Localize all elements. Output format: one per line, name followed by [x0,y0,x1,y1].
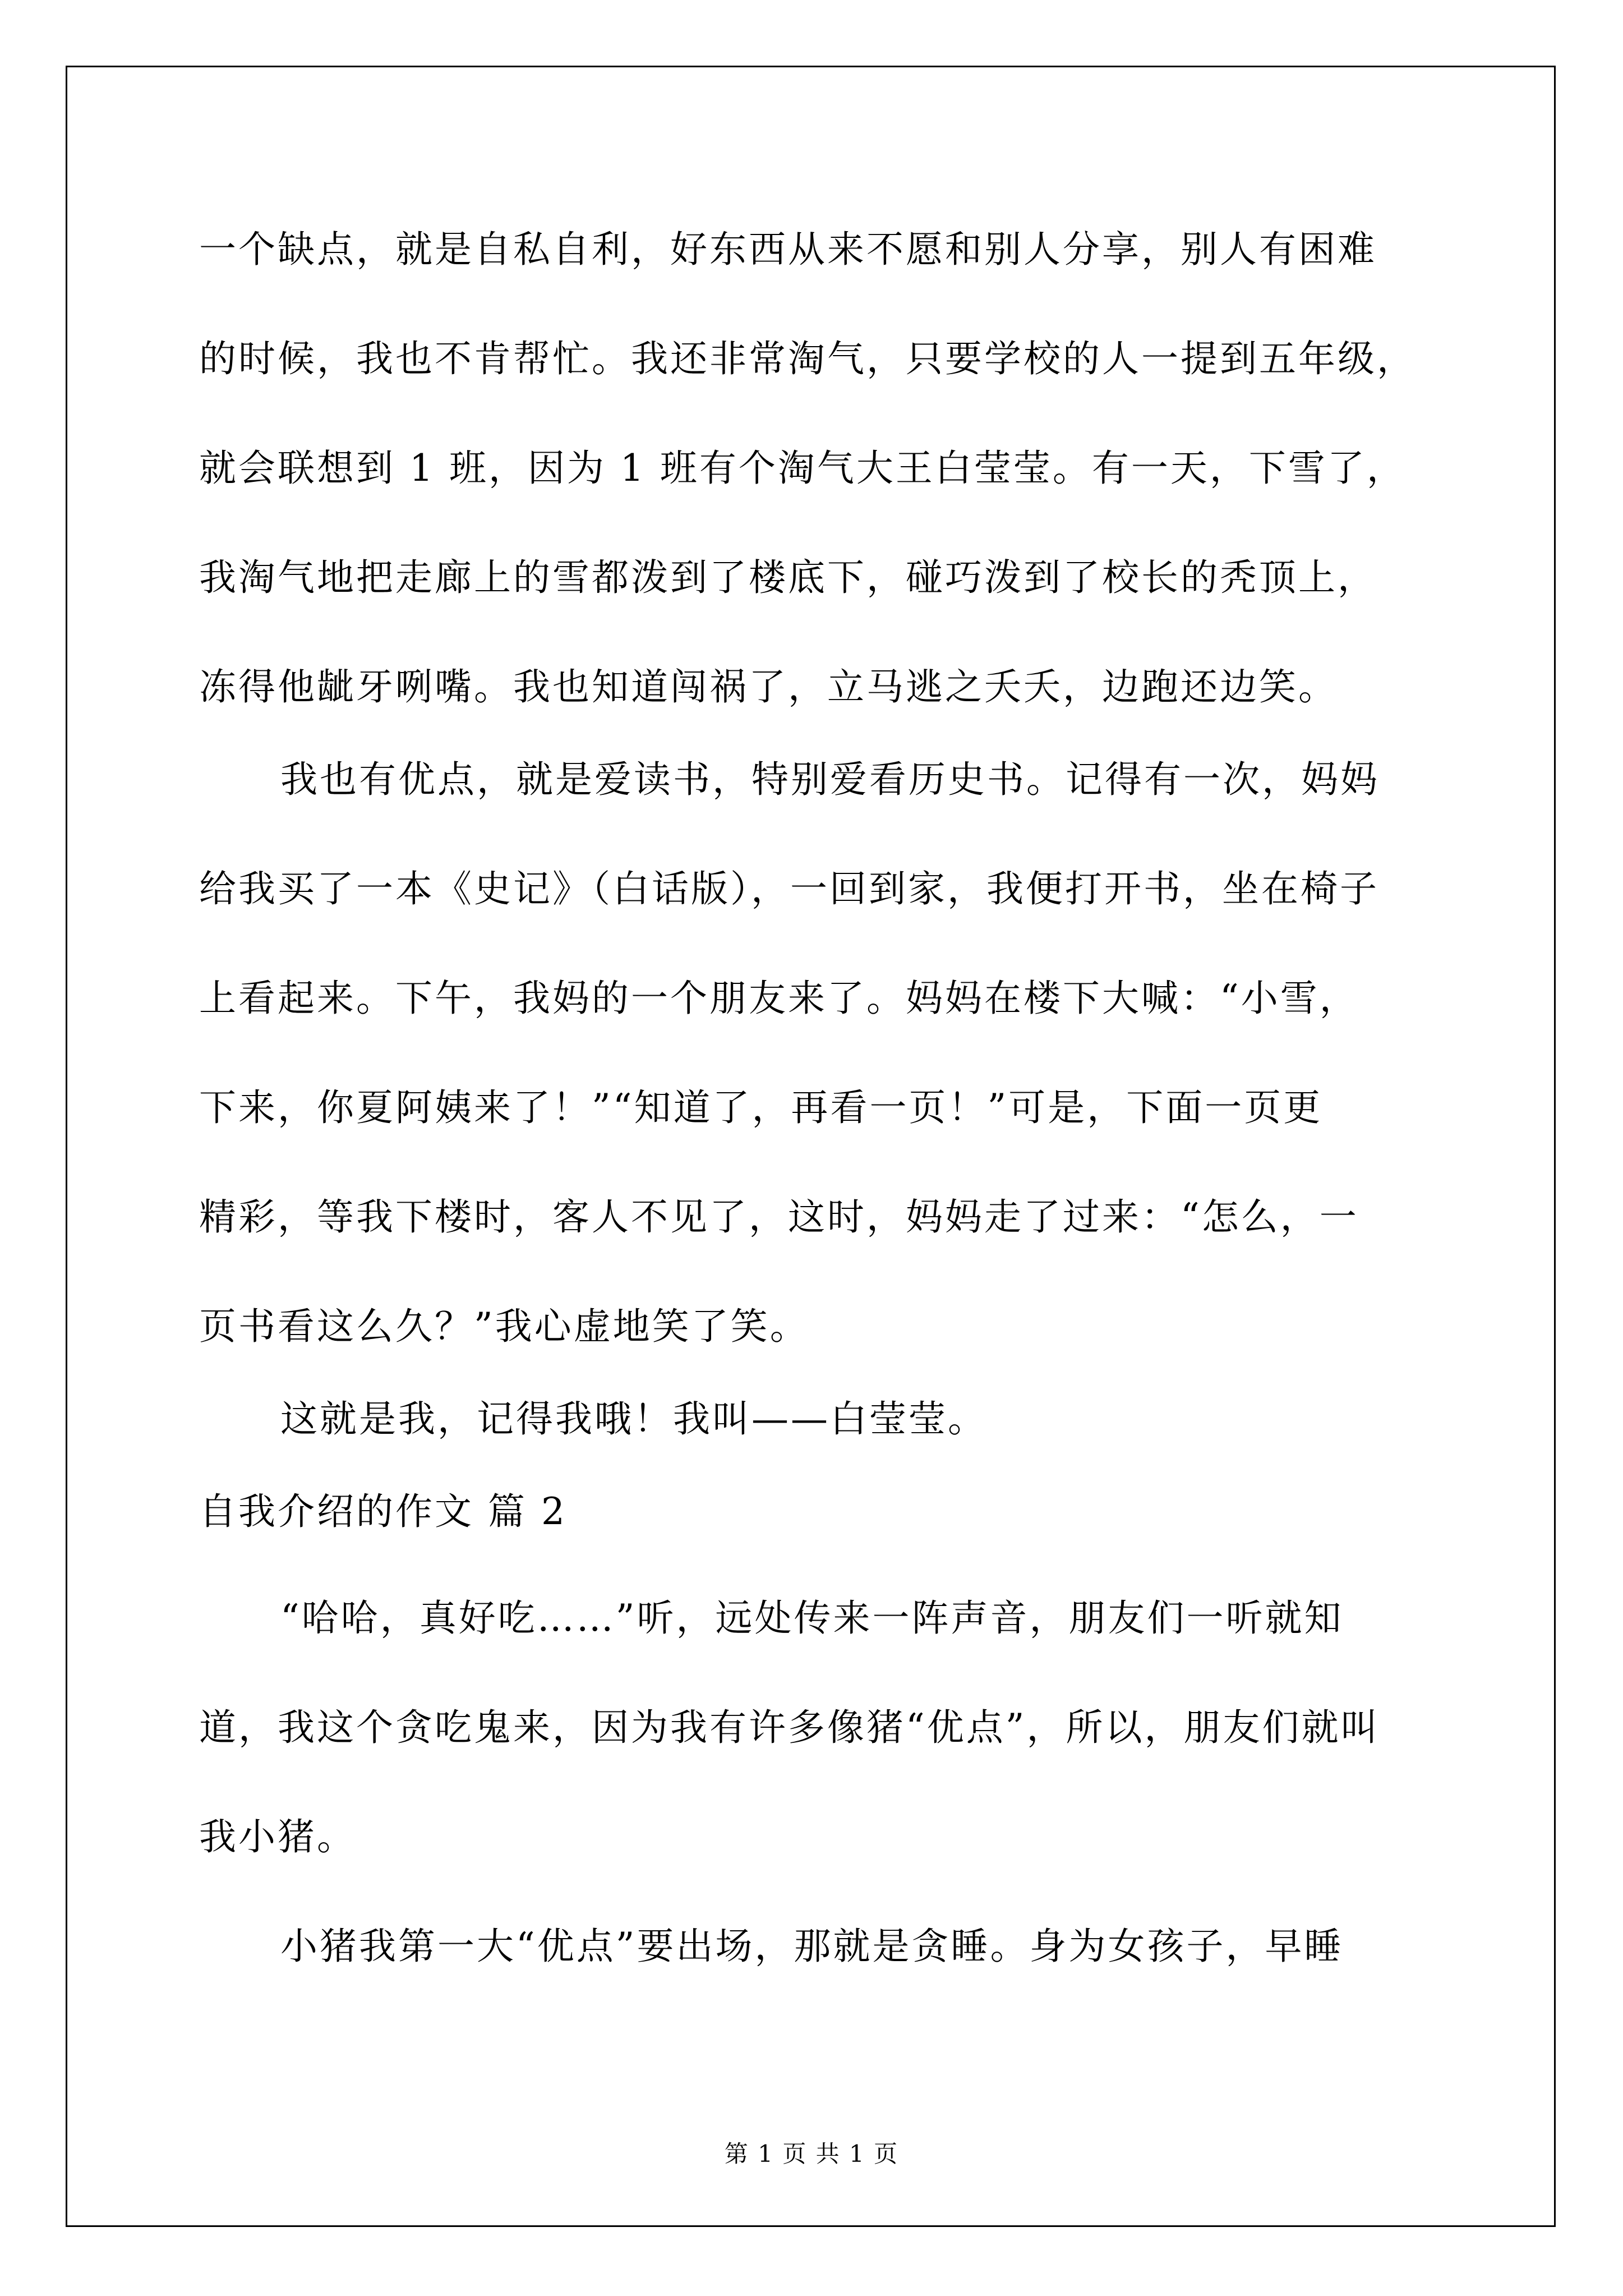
text-line: 下来，你夏阿姨来了！”“知道了，再看一页！”可是，下面一页更 [199,1086,1323,1129]
text-line: 给我买了一本《史记》（白话版），一回到家，我便打开书，坐在椅子 [199,867,1379,910]
paragraph-start-line: 我也有优点，就是爱读书，特别爱看历史书。记得有一次，妈妈 [280,758,1380,801]
paragraph-start-line: 小猪我第一大“优点”要出场，那就是贪睡。身为女孩子，早睡 [280,1925,1344,1968]
paragraph-start-line: 这就是我，记得我哦！我叫——白莹莹。 [280,1397,987,1441]
text-line: 精彩，等我下楼时，客人不见了，这时，妈妈走了过来：“怎么，一 [199,1195,1359,1239]
section-heading: 自我介绍的作文 篇 2 [199,1490,567,1533]
text-line: 冻得他龇牙咧嘴。我也知道闯祸了，立马逃之夭夭，边跑还边笑。 [199,665,1338,708]
paragraph-start-line: “哈哈，真好吃……”听，远处传来一阵声音，朋友们一听就知 [280,1596,1344,1640]
text-line: 页书看这么久？”我心虚地笑了笑。 [199,1305,809,1348]
text-line: 道，我这个贪吃鬼来，因为我有许多像猪“优点”，所以，朋友们就叫 [199,1706,1380,1749]
text-line: 我小猪。 [199,1815,356,1858]
text-line: 的时候，我也不肯帮忙。我还非常淘气，只要学校的人一提到五年级， [199,337,1416,380]
text-line: 一个缺点，就是自私自利，好东西从来不愿和别人分享，别人有困难 [199,228,1377,271]
page-border [66,66,1556,2227]
text-line: 上看起来。下午，我妈的一个朋友来了。妈妈在楼下大喊：“小雪， [199,977,1359,1020]
page-footer: 第 1 页 共 1 页 [724,2140,899,2168]
text-line: 就会联想到 1 班，因为 1 班有个淘气大王白莹莹。有一天，下雪了， [199,447,1406,490]
text-line: 我淘气地把走廊上的雪都泼到了楼底下，碰巧泼到了校长的秃顶上， [199,556,1377,599]
